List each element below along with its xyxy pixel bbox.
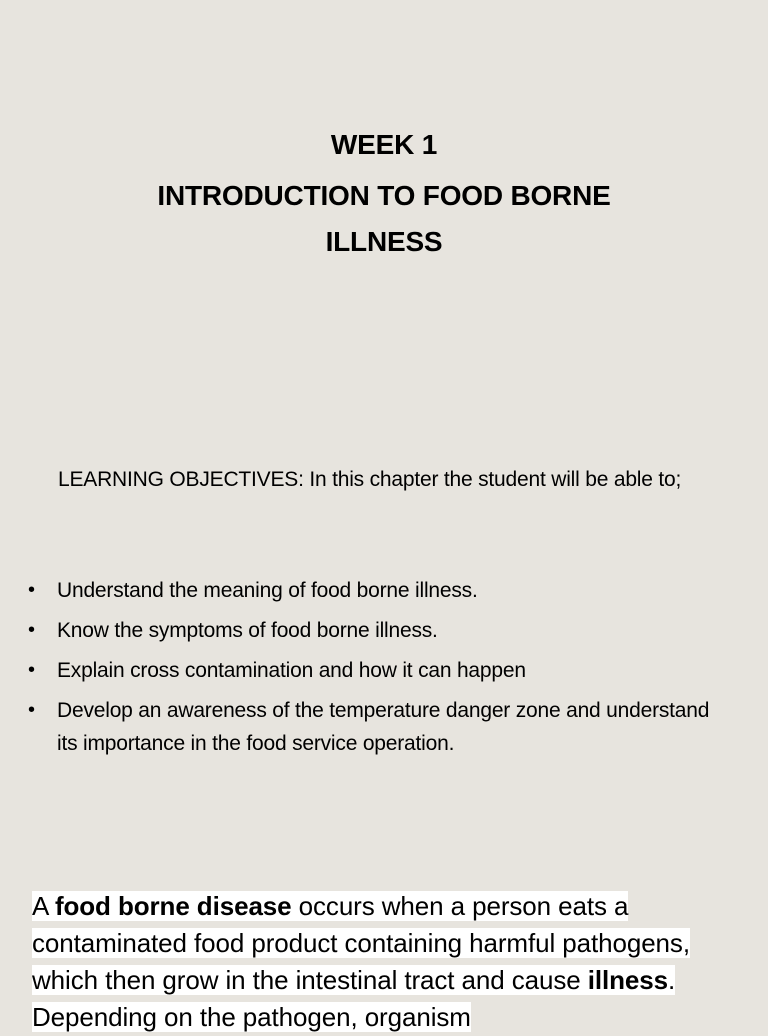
key-term: food borne disease bbox=[54, 891, 292, 921]
list-item bbox=[0, 574, 768, 607]
bullet-icon: • bbox=[28, 659, 35, 681]
list-item-text: Develop an awareness of the temperature danger zone and understand its importance in the food service operation. bbox=[57, 699, 710, 755]
paragraph-text: . Depending on the pathogen, organism bbox=[32, 965, 676, 1032]
list-item bbox=[0, 694, 768, 760]
list-item bbox=[0, 614, 768, 647]
paragraph-highlight bbox=[32, 891, 690, 1032]
bullet-icon: • bbox=[28, 579, 35, 601]
week-heading: WEEK 1 bbox=[330, 129, 438, 160]
page-title-line1: INTRODUCTION TO FOOD BORNE bbox=[157, 180, 611, 211]
objectives-list bbox=[0, 574, 768, 767]
list-item-text: Explain cross contamination and how it can happen bbox=[57, 659, 526, 682]
page-title-line2: ILLNESS bbox=[325, 226, 443, 257]
definition-paragraph bbox=[32, 888, 732, 1036]
key-term: illness bbox=[587, 965, 668, 995]
list-item bbox=[0, 654, 768, 687]
paragraph-text: occurs when a person eats a contaminated food product containing harmful pathogens, which then grow in the intestinal tract and cause bbox=[32, 891, 690, 995]
list-item-text: Understand the meaning of food borne illness. bbox=[57, 579, 478, 602]
paragraph-text: A bbox=[32, 891, 55, 921]
list-item-text: Know the symptoms of food borne illness. bbox=[57, 619, 438, 642]
bullet-icon: • bbox=[28, 699, 35, 721]
bullet-icon: • bbox=[28, 619, 35, 641]
learning-objectives-intro: LEARNING OBJECTIVES: In this chapter the student will be able to; bbox=[58, 468, 682, 491]
